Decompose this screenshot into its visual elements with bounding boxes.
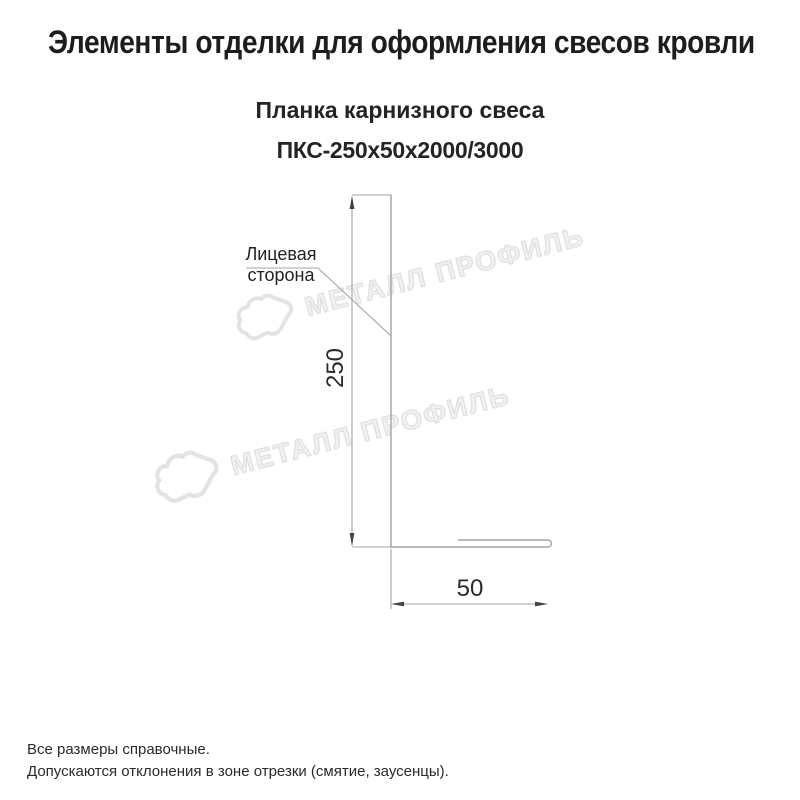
width-dim-arrow-right-icon: [535, 602, 548, 607]
face-side-label-line1: Лицевая: [245, 244, 317, 264]
watermark-text: МЕТАЛЛ ПРОФИЛЬ: [301, 220, 588, 322]
footnotes: [27, 739, 449, 783]
product-code: ПКС-250х50х2000/3000: [276, 137, 524, 163]
watermark-text: МЕТАЛЛ ПРОФИЛЬ: [227, 379, 514, 481]
footnote-line1: Все размеры справочные.: [27, 741, 210, 758]
height-dim-arrow-up-icon: [350, 196, 355, 209]
page-title: Элементы отделки для оформления свесов кровли: [48, 24, 755, 60]
product-subtitle: Планка карнизного свеса: [255, 97, 545, 123]
width-dim-arrow-left-icon: [391, 602, 404, 607]
profile-outline: [391, 195, 552, 547]
footnote-line2: Допускаются отклонения в зоне отрезки (смятие, заусенцы).: [27, 763, 449, 780]
height-dimension-value: 250: [322, 347, 349, 389]
width-dimension-value: 50: [456, 575, 484, 602]
face-side-label: [238, 244, 324, 286]
height-dim-arrow-down-icon: [350, 533, 355, 546]
face-side-label-line2: сторона: [247, 265, 315, 285]
